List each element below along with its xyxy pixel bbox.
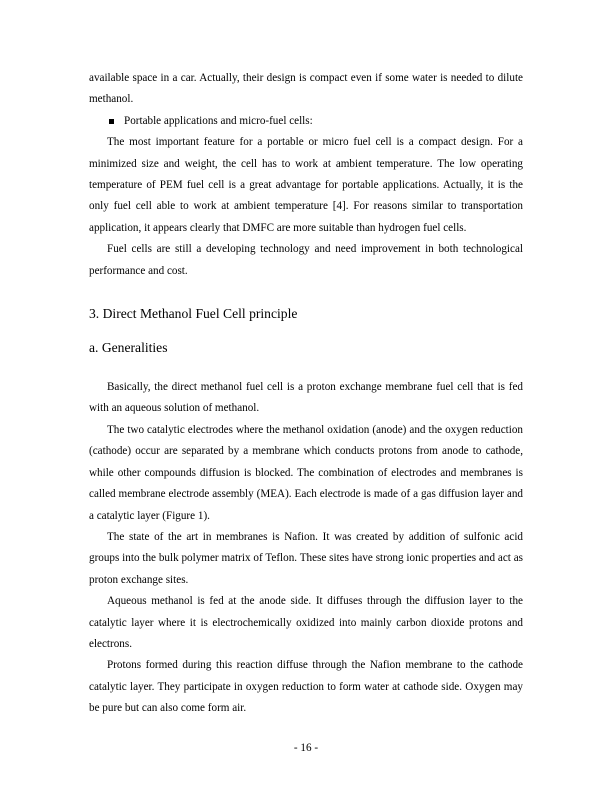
paragraph-basically: Basically, the direct methanol fuel cell is a proton exchange membrane fuel cell that is fed with an aqueous solution of methanol. bbox=[89, 381, 523, 415]
paragraph-anode-side: Aqueous methanol is fed at the anode side. It diffuses through the diffusion layer to the catalytic layer where it is electrochemically oxidized into mainly carbon dioxide protons and electrons. bbox=[89, 595, 523, 650]
page-body bbox=[89, 68, 523, 720]
paragraph-developing-technology: Fuel cells are still a developing technology and need improvement in both technological performance and cost. bbox=[89, 243, 523, 277]
paragraph-portable: The most important feature for a portable or micro fuel cell is a compact design. For a minimized size and weight, the cell has to work at ambient temperature. The low operating temperature of PEM fuel cell is a great advantage for portable applications. Actually, it is the only fuel cell able to work at ambient temperature [4]. For reasons similar to transportation application, it appears clearly that DMFC are more suitable than hydrogen fuel cells. bbox=[89, 136, 523, 234]
paragraph-transport-continued: available space in a car. Actually, their design is compact even if some water is needed to dilute methanol. bbox=[89, 72, 523, 106]
paragraph-electrodes: The two catalytic electrodes where the methanol oxidation (anode) and the oxygen reduction (cathode) occur are separated by a membrane which conducts protons from anode to cathode, while other compounds diffusion is blocked. The combination of electrodes and membranes is called membrane electrode assembly (MEA). Each electrode is made of a gas diffusion layer and a catalytic layer (Figure 1). bbox=[89, 423, 523, 522]
paragraph-protons: Protons formed during this reaction diffuse through the Nafion membrane to the cathode catalytic layer. They participate in oxygen reduction to form water at cathode side. Oxygen may be pure but can also come form air. bbox=[89, 659, 523, 715]
subsection-heading-generalities: a. Generalities bbox=[89, 340, 168, 356]
page-number: - 16 - bbox=[293, 742, 319, 754]
bullet-text: Portable applications and micro-fuel cells: bbox=[124, 114, 313, 127]
section-heading-dmfc-principle: 3. Direct Methanol Fuel Cell principle bbox=[89, 306, 298, 322]
paragraph-nafion: The state of the art in membranes is Nafion. It was created by addition of sulfonic acid groups into the bulk polymer matrix of Teflon. These sites have strong ionic properties and act as proton exchange sites. bbox=[89, 530, 523, 586]
square-bullet-icon bbox=[109, 119, 114, 124]
bullet-item-portable bbox=[89, 111, 523, 132]
